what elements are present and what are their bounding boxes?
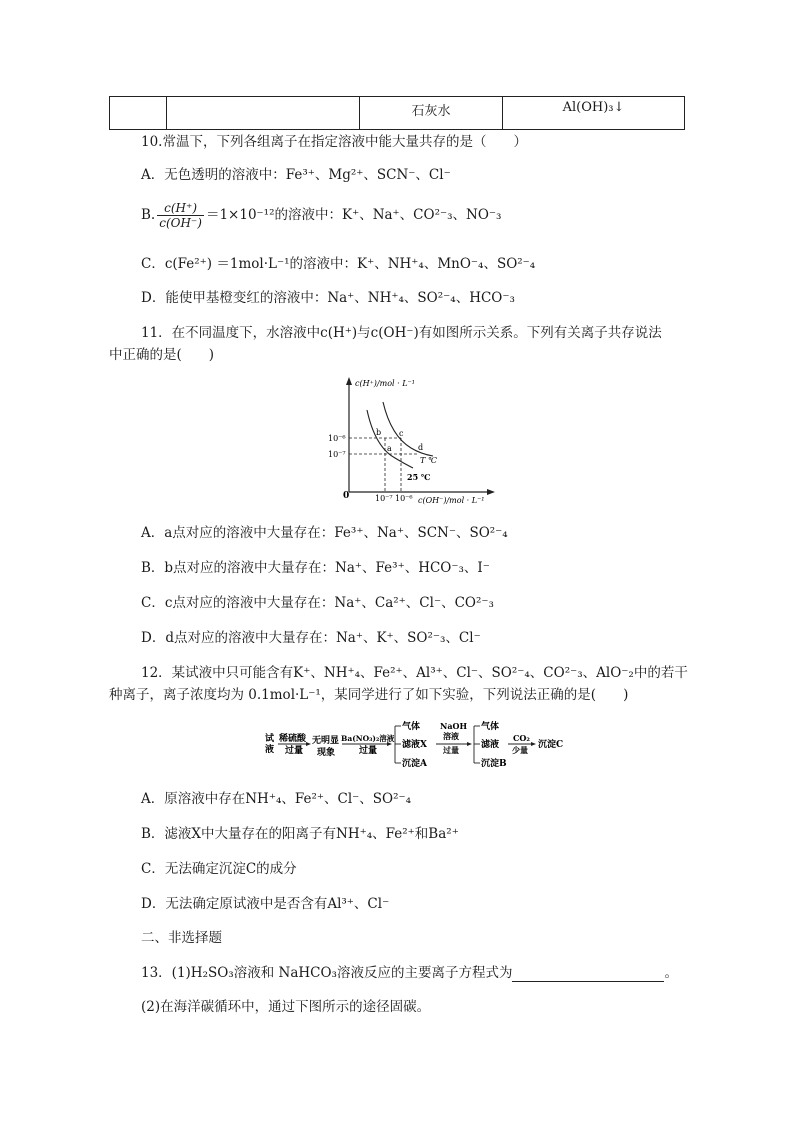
origin-label: 0 [343, 491, 350, 501]
flow-sample-2: 液 [265, 745, 275, 755]
table-cell: 石灰水 [360, 97, 503, 130]
q11-option-b: B．b点对应的溶液中大量存在：Na⁺、Fe³⁺、HCO⁻₃、I⁻ [141, 560, 490, 576]
q12-option-c: C．无法确定沉淀C的成分 [141, 861, 297, 877]
y-tick-lo: 10⁻⁷ [328, 450, 346, 459]
flow-arrowhead-3 [467, 742, 472, 746]
flow-reagent1-top: 稀硫酸 [279, 734, 307, 744]
flow-ppt-c: 沉淀C [538, 740, 564, 750]
y-tick-hi: 10⁻⁶ [328, 434, 346, 443]
flow-gas-1: 气体 [402, 722, 421, 732]
q10-option-c: C．c(Fe²⁺) ＝1mol·L⁻¹的溶液中：K⁺、NH⁺₄、MnO⁻₄、SO²⁻₄ [141, 256, 536, 272]
flow-filtrate: 滤液 [481, 740, 500, 750]
flow-ppt-a: 沉淀A [402, 759, 427, 769]
flow-reagent2-top: Ba(NO₃)₂溶液 [341, 734, 395, 743]
flow-filtrate-x: 滤液X [402, 740, 427, 750]
q11-option-c: C．c点对应的溶液中大量存在：Na⁺、Ca²⁺、Cl⁻、CO²⁻₃ [141, 595, 494, 611]
flow-arrowhead-4 [531, 742, 536, 746]
q13-line1 [141, 964, 678, 982]
flow-reagent3-top: NaOH [440, 721, 468, 731]
flow-reagent3-mid: 溶液 [443, 731, 459, 741]
point-a-label: a [387, 444, 392, 453]
answer-table [109, 96, 685, 130]
x-tick-hi: 10⁻⁶ [395, 494, 413, 503]
table-cell [167, 97, 360, 130]
q10-option-a: A．无色透明的溶液中：Fe³⁺、Mg²⁺、SCN⁻、Cl⁻ [141, 167, 451, 183]
fraction-numerator: c(H⁺) [157, 201, 204, 216]
q12-stem-line1: 12．某试液中只可能含有K⁺、NH⁺₄、Fe²⁺、Al³⁺、Cl⁻、SO²⁻₄、CO²⁻₃、AlO⁻₂中的若干 [141, 665, 688, 681]
q12-option-d: D．无法确定原试液中是否含有Al³⁺、Cl⁻ [141, 896, 390, 912]
fraction-denominator: c(OH⁻) [159, 216, 202, 230]
flow-reagent2-bot: 过量 [359, 746, 378, 756]
experiment-flowchart [262, 717, 592, 769]
q13-line1-text: 13．(1)H₂SO₃溶液和 NaHCO₃溶液反应的主要离子方程式为 [141, 965, 513, 981]
flow-gas-2: 气体 [481, 722, 500, 732]
table-cell: Al(OH)₃↓ [503, 97, 685, 130]
fraction [157, 201, 204, 230]
x-tick-lo: 10⁻⁷ [375, 494, 393, 503]
flow-sample-1: 试 [265, 734, 275, 744]
q12-option-b: B．滤液X中大量存在的阳离子有NH⁺₄、Fe²⁺和Ba²⁺ [141, 826, 459, 842]
flow-step1-bot: 现象 [317, 748, 336, 758]
q11-stem-line2: 中正确的是( ) [109, 347, 215, 363]
q13-line2: (2)在海洋碳循环中，通过下图所示的途径固碳。 [141, 999, 431, 1015]
section-heading: 二、非选择题 [141, 930, 222, 946]
flow-reagent4-top: CO₂ [513, 733, 530, 743]
q10-option-b-text: ＝1×10⁻¹²的溶液中：K⁺、Na⁺、CO²⁻₃、NO⁻₃ [205, 207, 502, 223]
table-cell [110, 97, 167, 130]
answer-blank[interactable] [512, 967, 664, 982]
point-c-label: c [399, 429, 404, 438]
flow-reagent3-bot: 过量 [443, 745, 459, 755]
flow-reagent1-bot: 过量 [285, 746, 304, 756]
flow-arrowhead-1 [306, 742, 311, 746]
curve-t-label: T ℃ [420, 456, 437, 465]
curve-25c [367, 410, 413, 468]
curve-25-label: 25 ℃ [407, 472, 431, 482]
y-axis-arrow [346, 377, 352, 385]
q13-line1-end: 。 [664, 965, 678, 981]
q11-option-a: A．a点对应的溶液中大量存在：Fe³⁺、Na⁺、SCN⁻、SO²⁻₄ [141, 525, 508, 541]
flow-step1-top: 无明显 [312, 736, 340, 746]
ion-product-graph [325, 372, 500, 506]
q12-stem-line2: 种离子，离子浓度均为 0.1mol·L⁻¹，某同学进行了如下实验，下列说法正确的是( ) [109, 687, 629, 703]
table-row [110, 97, 685, 130]
q11-stem-line1: 11．在不同温度下，水溶液中c(H⁺)与c(OH⁻)有如图所示关系。下列有关离子共存说法 [141, 325, 662, 341]
y-axis-label: c(H⁺)/mol · L⁻¹ [355, 379, 415, 388]
q12-option-a: A．原溶液中存在NH⁺₄、Fe²⁺、Cl⁻、SO²⁻₄ [141, 791, 412, 807]
flow-ppt-b: 沉淀B [481, 759, 507, 769]
q10-option-b [141, 200, 501, 230]
x-axis-label: c(OH⁻)/mol · L⁻¹ [418, 496, 485, 505]
q10-option-b-label: B. [141, 207, 156, 223]
point-d-label: d [418, 443, 424, 452]
flow-reagent4-bot: 少量 [512, 745, 528, 755]
q11-option-d: D．d点对应的溶液中大量存在：Na⁺、K⁺、SO²⁻₃、Cl⁻ [141, 630, 481, 646]
q10-option-d: D．能使甲基橙变红的溶液中：Na⁺、NH⁺₄、SO²⁻₄、HCO⁻₃ [141, 290, 515, 306]
point-b-label: b [376, 428, 382, 437]
x-axis-arrow [487, 489, 495, 495]
q10-stem: 10.常温下，下列各组离子在指定溶液中能大量共存的是（ ） [141, 134, 527, 150]
